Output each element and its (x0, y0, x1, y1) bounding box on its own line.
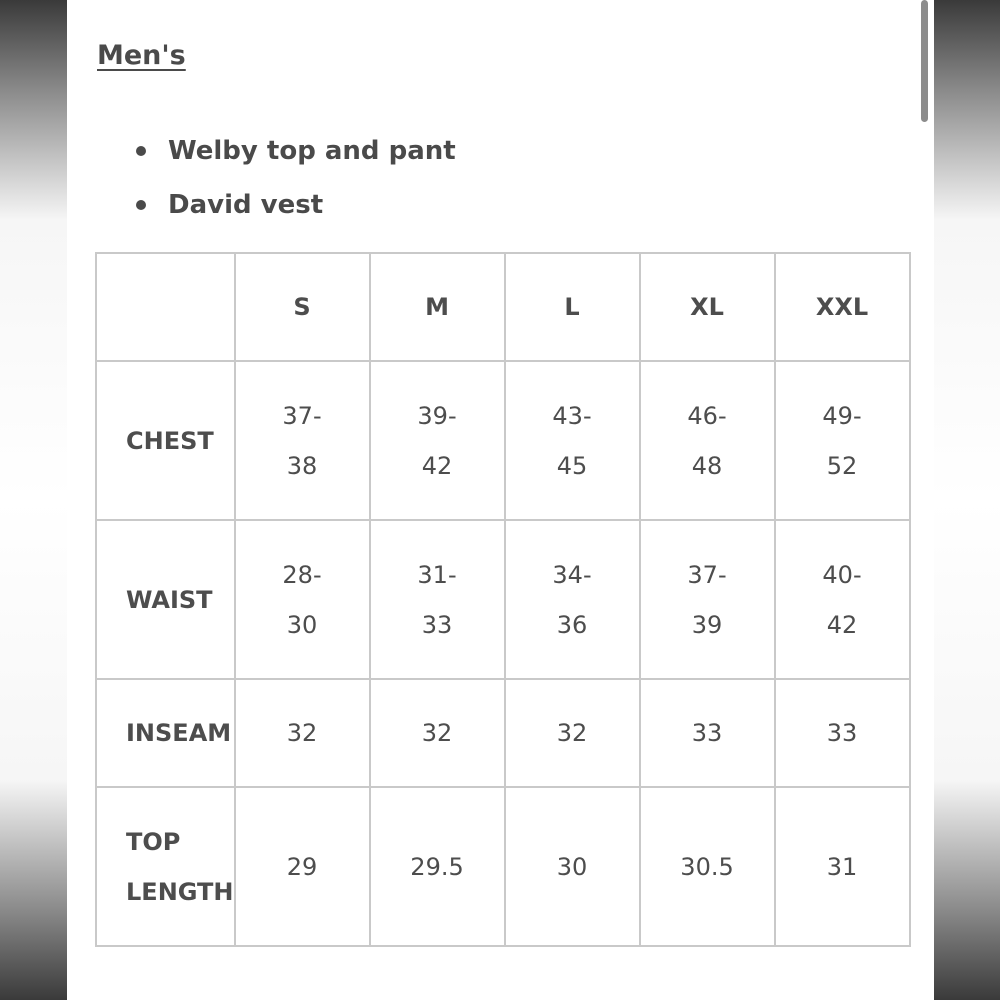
header-cell-empty (96, 253, 235, 361)
table-cell: 30 (505, 787, 640, 946)
header-cell-s: S (235, 253, 370, 361)
table-cell: 40- 42 (775, 520, 910, 679)
row-label-waist: WAIST (96, 520, 235, 679)
table-cell: 29 (235, 787, 370, 946)
table-cell: 32 (370, 679, 505, 787)
table-row-waist (96, 520, 910, 679)
table-cell: 30.5 (640, 787, 775, 946)
table-cell: 37- 39 (640, 520, 775, 679)
table-row-top-length (96, 787, 910, 946)
table-cell: 29.5 (370, 787, 505, 946)
product-list (136, 124, 456, 232)
list-item-label: Welby top and pant (168, 136, 456, 166)
bullet-icon (136, 146, 146, 156)
table-cell: 46- 48 (640, 361, 775, 520)
table-cell: 39- 42 (370, 361, 505, 520)
header-cell-xxl: XXL (775, 253, 910, 361)
table-cell: 34- 36 (505, 520, 640, 679)
size-chart-table (95, 252, 911, 947)
table-cell: 32 (235, 679, 370, 787)
table-header-row (96, 253, 910, 361)
table-cell: 43- 45 (505, 361, 640, 520)
table-cell: 32 (505, 679, 640, 787)
table-cell: 28- 30 (235, 520, 370, 679)
table-row-chest (96, 361, 910, 520)
table-cell: 37- 38 (235, 361, 370, 520)
header-cell-l: L (505, 253, 640, 361)
table-cell: 33 (640, 679, 775, 787)
list-item-label: David vest (168, 190, 324, 220)
row-label-top-length: TOP LENGTH (96, 787, 235, 946)
header-cell-m: M (370, 253, 505, 361)
table-row-inseam (96, 679, 910, 787)
row-label-chest: CHEST (96, 361, 235, 520)
bullet-icon (136, 200, 146, 210)
header-cell-xl: XL (640, 253, 775, 361)
section-heading: Men's (97, 40, 186, 71)
row-label-inseam: INSEAM (96, 679, 235, 787)
table-cell: 33 (775, 679, 910, 787)
table-cell: 49- 52 (775, 361, 910, 520)
list-item (136, 178, 456, 232)
table-cell: 31- 33 (370, 520, 505, 679)
list-item (136, 124, 456, 178)
scrollbar[interactable] (921, 0, 928, 122)
table-cell: 31 (775, 787, 910, 946)
